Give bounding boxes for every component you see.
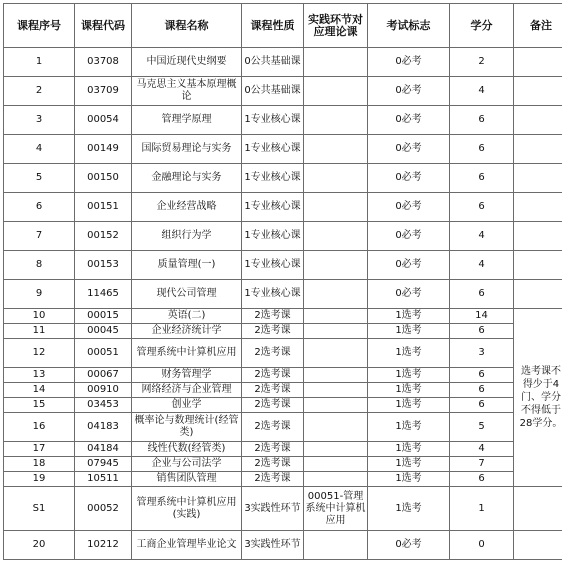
cell-remark — [514, 77, 562, 106]
cell-seq: 6 — [4, 193, 75, 222]
cell-practice — [304, 309, 368, 324]
cell-name: 管理系统中计算机应用 — [132, 339, 242, 368]
cell-name: 管理系统中计算机应用(实践) — [132, 487, 242, 531]
cell-practice — [304, 413, 368, 442]
cell-exam: 1选考 — [368, 487, 450, 531]
header-exam: 考试标志 — [368, 4, 450, 48]
cell-credit: 4 — [450, 442, 514, 457]
cell-code: 00045 — [75, 324, 132, 339]
cell-code: 00054 — [75, 106, 132, 135]
table-row — [4, 368, 562, 383]
table-row — [4, 164, 562, 193]
cell-code: 00149 — [75, 135, 132, 164]
cell-code: 00910 — [75, 383, 132, 398]
cell-name: 企业经营战略 — [132, 193, 242, 222]
cell-credit: 0 — [450, 531, 514, 560]
cell-type: 2选考课 — [242, 442, 304, 457]
table-row — [4, 531, 562, 560]
cell-code: 03453 — [75, 398, 132, 413]
cell-credit: 4 — [450, 77, 514, 106]
cell-exam: 0必考 — [368, 193, 450, 222]
cell-practice — [304, 251, 368, 280]
cell-code: 10212 — [75, 531, 132, 560]
cell-seq: 13 — [4, 368, 75, 383]
cell-name: 现代公司管理 — [132, 280, 242, 309]
header-code: 课程代码 — [75, 4, 132, 48]
cell-credit: 2 — [450, 48, 514, 77]
cell-seq: 12 — [4, 339, 75, 368]
cell-seq: 15 — [4, 398, 75, 413]
course-table — [3, 3, 562, 560]
cell-type: 2选考课 — [242, 324, 304, 339]
cell-code: 11465 — [75, 280, 132, 309]
cell-credit: 6 — [450, 135, 514, 164]
cell-credit: 6 — [450, 106, 514, 135]
header-remark: 备注 — [514, 4, 562, 48]
cell-practice — [304, 472, 368, 487]
cell-code: 07945 — [75, 457, 132, 472]
cell-practice — [304, 222, 368, 251]
cell-type: 0公共基础课 — [242, 48, 304, 77]
cell-exam: 0必考 — [368, 77, 450, 106]
cell-type: 2选考课 — [242, 472, 304, 487]
cell-type: 2选考课 — [242, 398, 304, 413]
cell-name: 财务管理学 — [132, 368, 242, 383]
cell-practice — [304, 106, 368, 135]
cell-credit: 6 — [450, 324, 514, 339]
cell-type: 1专业核心课 — [242, 280, 304, 309]
cell-exam: 0必考 — [368, 222, 450, 251]
cell-code: 00152 — [75, 222, 132, 251]
cell-code: 00153 — [75, 251, 132, 280]
cell-exam: 1选考 — [368, 339, 450, 368]
cell-practice: 00051-管理系统中计算机应用 — [304, 487, 368, 531]
cell-type: 1专业核心课 — [242, 164, 304, 193]
cell-name: 组织行为学 — [132, 222, 242, 251]
cell-exam: 1选考 — [368, 472, 450, 487]
cell-code: 00151 — [75, 193, 132, 222]
cell-name: 中国近现代史纲要 — [132, 48, 242, 77]
cell-name: 销售团队管理 — [132, 472, 242, 487]
cell-credit: 3 — [450, 339, 514, 368]
cell-seq: 17 — [4, 442, 75, 457]
table-row — [4, 222, 562, 251]
table-row — [4, 251, 562, 280]
cell-remark — [514, 222, 562, 251]
table-row — [4, 193, 562, 222]
cell-type: 3实践性环节 — [242, 531, 304, 560]
cell-type: 2选考课 — [242, 339, 304, 368]
cell-remark — [514, 193, 562, 222]
cell-credit: 6 — [450, 280, 514, 309]
cell-practice — [304, 457, 368, 472]
cell-practice — [304, 324, 368, 339]
header-credit: 学分 — [450, 4, 514, 48]
table-row — [4, 48, 562, 77]
cell-remark — [514, 531, 562, 560]
cell-code: 10511 — [75, 472, 132, 487]
cell-code: 03708 — [75, 48, 132, 77]
cell-seq: 18 — [4, 457, 75, 472]
cell-practice — [304, 339, 368, 368]
cell-practice — [304, 77, 368, 106]
cell-credit: 14 — [450, 309, 514, 324]
cell-code: 00051 — [75, 339, 132, 368]
cell-seq: 10 — [4, 309, 75, 324]
cell-code: 00015 — [75, 309, 132, 324]
cell-exam: 0必考 — [368, 106, 450, 135]
cell-practice — [304, 164, 368, 193]
cell-practice — [304, 48, 368, 77]
cell-type: 2选考课 — [242, 383, 304, 398]
cell-name: 英语(二) — [132, 309, 242, 324]
cell-type: 0公共基础课 — [242, 77, 304, 106]
cell-practice — [304, 135, 368, 164]
cell-practice — [304, 193, 368, 222]
header-practice: 实践环节对应理论课 — [304, 4, 368, 48]
table-row — [4, 339, 562, 368]
cell-name: 概率论与数理统计(经管类) — [132, 413, 242, 442]
cell-seq: 9 — [4, 280, 75, 309]
cell-type: 1专业核心课 — [242, 251, 304, 280]
table-row — [4, 472, 562, 487]
table-row — [4, 457, 562, 472]
cell-exam: 1选考 — [368, 324, 450, 339]
cell-seq: 7 — [4, 222, 75, 251]
cell-code: 03709 — [75, 77, 132, 106]
table-row — [4, 77, 562, 106]
table-row — [4, 135, 562, 164]
cell-practice — [304, 398, 368, 413]
table-row — [4, 398, 562, 413]
cell-type: 1专业核心课 — [242, 135, 304, 164]
cell-code: 00052 — [75, 487, 132, 531]
cell-credit: 6 — [450, 193, 514, 222]
cell-name: 企业经济统计学 — [132, 324, 242, 339]
cell-seq: 4 — [4, 135, 75, 164]
cell-remark — [514, 164, 562, 193]
cell-credit: 6 — [450, 472, 514, 487]
cell-credit: 5 — [450, 413, 514, 442]
cell-practice — [304, 531, 368, 560]
cell-credit: 7 — [450, 457, 514, 472]
cell-name: 线性代数(经管类) — [132, 442, 242, 457]
cell-seq: 20 — [4, 531, 75, 560]
cell-credit: 1 — [450, 487, 514, 531]
cell-seq: 5 — [4, 164, 75, 193]
cell-type: 1专业核心课 — [242, 106, 304, 135]
cell-name: 工商企业管理毕业论文 — [132, 531, 242, 560]
cell-exam: 1选考 — [368, 368, 450, 383]
cell-seq: 2 — [4, 77, 75, 106]
cell-code: 00067 — [75, 368, 132, 383]
cell-name: 质量管理(一) — [132, 251, 242, 280]
cell-credit: 4 — [450, 251, 514, 280]
remark-note: 选考课不得少于4门、学分不得低于28学分。 — [514, 309, 562, 487]
cell-exam: 0必考 — [368, 251, 450, 280]
cell-name: 创业学 — [132, 398, 242, 413]
cell-name: 马克思主义基本原理概论 — [132, 77, 242, 106]
cell-exam: 1选考 — [368, 383, 450, 398]
cell-seq: 16 — [4, 413, 75, 442]
course-table-container — [3, 3, 562, 560]
cell-credit: 6 — [450, 383, 514, 398]
cell-practice — [304, 383, 368, 398]
cell-type: 1专业核心课 — [242, 222, 304, 251]
cell-credit: 6 — [450, 368, 514, 383]
table-row — [4, 106, 562, 135]
table-row — [4, 309, 562, 324]
table-row — [4, 442, 562, 457]
cell-type: 2选考课 — [242, 457, 304, 472]
cell-seq: 3 — [4, 106, 75, 135]
cell-exam: 1选考 — [368, 457, 450, 472]
cell-name: 金融理论与实务 — [132, 164, 242, 193]
cell-code: 04183 — [75, 413, 132, 442]
cell-name: 国际贸易理论与实务 — [132, 135, 242, 164]
table-row — [4, 280, 562, 309]
table-row — [4, 324, 562, 339]
cell-exam: 1选考 — [368, 442, 450, 457]
cell-name: 企业与公司法学 — [132, 457, 242, 472]
header-seq: 课程序号 — [4, 4, 75, 48]
header-type: 课程性质 — [242, 4, 304, 48]
cell-seq: 1 — [4, 48, 75, 77]
cell-exam: 1选考 — [368, 309, 450, 324]
table-row — [4, 383, 562, 398]
cell-exam: 0必考 — [368, 164, 450, 193]
cell-exam: 0必考 — [368, 280, 450, 309]
cell-credit: 6 — [450, 398, 514, 413]
cell-name: 管理学原理 — [132, 106, 242, 135]
table-row — [4, 413, 562, 442]
cell-code: 00150 — [75, 164, 132, 193]
cell-credit: 4 — [450, 222, 514, 251]
cell-type: 1专业核心课 — [242, 193, 304, 222]
cell-exam: 0必考 — [368, 48, 450, 77]
cell-remark — [514, 106, 562, 135]
cell-practice — [304, 368, 368, 383]
cell-name: 网络经济与企业管理 — [132, 383, 242, 398]
cell-exam: 1选考 — [368, 413, 450, 442]
cell-remark — [514, 251, 562, 280]
cell-remark — [514, 280, 562, 309]
cell-remark — [514, 487, 562, 531]
cell-remark — [514, 48, 562, 77]
cell-seq: 8 — [4, 251, 75, 280]
cell-remark — [514, 135, 562, 164]
cell-seq: 19 — [4, 472, 75, 487]
cell-type: 2选考课 — [242, 368, 304, 383]
cell-exam: 1选考 — [368, 398, 450, 413]
header-name: 课程名称 — [132, 4, 242, 48]
cell-exam: 0必考 — [368, 531, 450, 560]
table-header-row — [4, 4, 562, 48]
table-row — [4, 487, 562, 531]
cell-seq: S1 — [4, 487, 75, 531]
cell-practice — [304, 442, 368, 457]
cell-type: 2选考课 — [242, 309, 304, 324]
cell-credit: 6 — [450, 164, 514, 193]
cell-type: 3实践性环节 — [242, 487, 304, 531]
cell-exam: 0必考 — [368, 135, 450, 164]
cell-practice — [304, 280, 368, 309]
cell-code: 04184 — [75, 442, 132, 457]
cell-seq: 11 — [4, 324, 75, 339]
cell-type: 2选考课 — [242, 413, 304, 442]
cell-seq: 14 — [4, 383, 75, 398]
